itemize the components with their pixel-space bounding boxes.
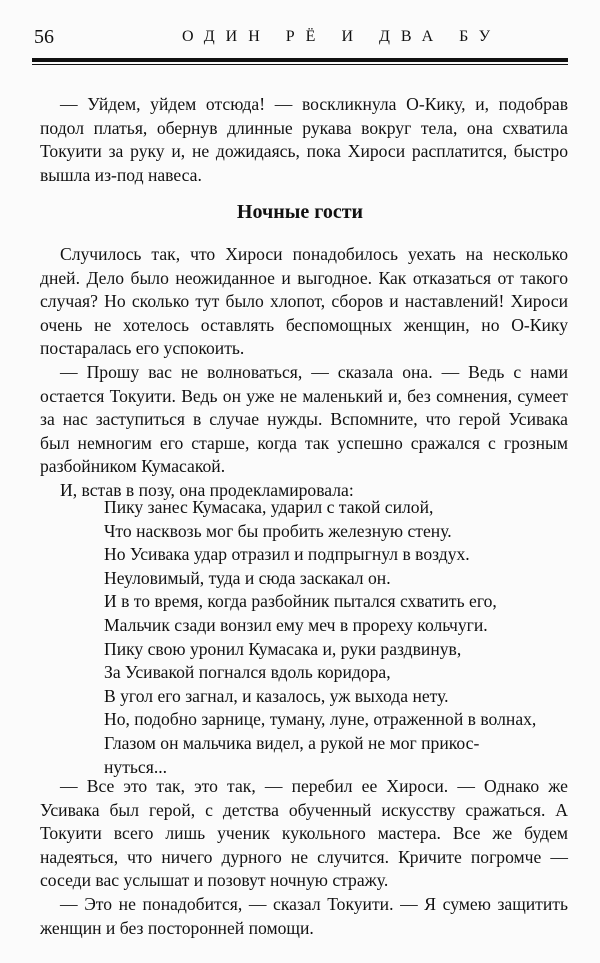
poem-line: Мальчик сзади вонзил ему меч в прореху кольчуги. bbox=[104, 614, 488, 635]
poem-line: Но Усивака удар отразил и подпрыгнул в воздух. bbox=[104, 544, 470, 565]
poem-line: Глазом он мальчика видел, а рукой не мог прикос- bbox=[104, 732, 480, 753]
poem-line: Что насквозь мог бы пробить железную стену. bbox=[104, 520, 452, 541]
intro-text bbox=[40, 93, 568, 187]
poem-line: нуться... bbox=[104, 756, 168, 777]
section-title: Ночные гости bbox=[236, 201, 364, 223]
poem-line: Но, подобно зарнице, туману, луне, отраженной в волнах, bbox=[104, 709, 537, 730]
page-header bbox=[32, 20, 568, 60]
poem-line: В угол его загнал, и казалось, уж выхода нету. bbox=[104, 685, 449, 706]
paragraph: Случилось так, что Хироси понадобилось уехать на несколько дней. Дело было неожиданное и выгодное. Как отказаться от такого случая? Но сколько тут было хлопот, сборов и наставлений! Хироси очень не хотелось оставлять беспомощных женщин, но О-Кику постаралась его успокоить. bbox=[40, 244, 568, 359]
poem-line: Неуловимый, туда и сюда заскакал он. bbox=[104, 567, 391, 588]
paragraph: — Это не понадобится, — сказал Токуити. — Я сумею защитить женщин и без посторонней помощи. bbox=[40, 893, 568, 938]
paragraph: И, встав в позу, она продекламировала: bbox=[60, 479, 354, 500]
poem-line: Пику занес Кумасака, ударил с такой силой, bbox=[104, 497, 434, 517]
paragraph: — Все это так, это так, — перебил ее Хироси. — Однако же Усивака был герой, с детства обученный искусству сражаться. А Токуити всего лишь ученик кукольного мастера. Все же будем надеяться, что ничего дурного не случится. Кричите погромче — соседи вас услышат и позовут ночную стражу. bbox=[40, 776, 568, 891]
header-rule-thin bbox=[32, 64, 568, 65]
running-title: ОДИН РЁ И ДВА БУ bbox=[182, 28, 502, 45]
poem-line: И в то время, когда разбойник пытался схватить его, bbox=[104, 591, 497, 612]
outro-text bbox=[40, 775, 568, 940]
story-text bbox=[40, 243, 568, 503]
poem-line: Пику свою уронил Кумасака и, руки раздвинув, bbox=[104, 638, 462, 659]
header-rule-thick bbox=[32, 58, 568, 62]
paragraph: — Прошу вас не волноваться, — сказала она. — Ведь с нами остается Токуити. Ведь он уже не маленький и, без сомнения, сумеет за нас заступиться в случае нужды. Вспомните, что герой Усивака был немногим его старше, когда так успешно сражался с грозным разбойником Кумасакой. bbox=[40, 361, 568, 477]
poem bbox=[104, 496, 568, 779]
poem-line: За Усивакой погнался вдоль коридора, bbox=[104, 662, 391, 683]
page-number: 56 bbox=[34, 26, 54, 48]
paragraph: — Уйдем, уйдем отсюда! — воскликнула О-Кику, и, подобрав подол платья, обернув длинные рукава вокруг тела, она схватила Токуити за руку и, не дожидаясь, пока Хироси расплатится, быстро вышла из-под навеса. bbox=[40, 94, 568, 185]
